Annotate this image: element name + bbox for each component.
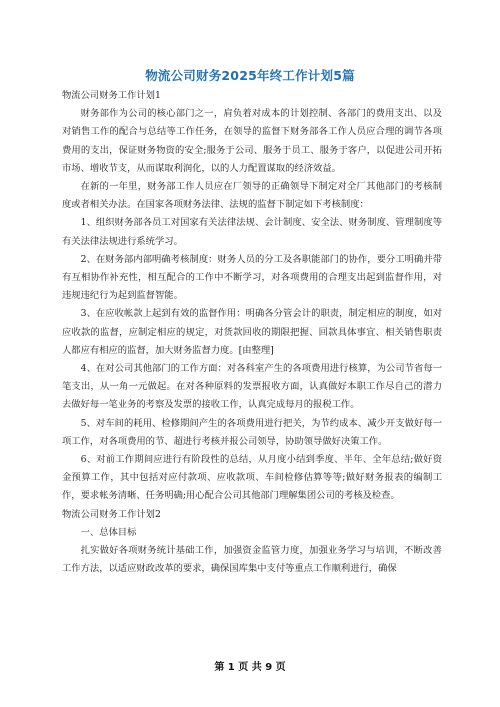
document-body [62, 87, 442, 578]
section-heading: 物流公司财务工作计划1 [62, 90, 161, 101]
page-number: 第 1 页 共 9 页 [214, 662, 286, 673]
paragraph: 4、在对公司其他部门的工作方面：对各科室产生的各项费用进行核算，为公司节省每一笔支出，从一角一元做起。在对各种原料的发票报收方面，认真做好本职工作尽自己的潜力去做好每一笔业务的考察及发票的接收工作，认真完成每月的报税工作。 [62, 363, 442, 411]
paragraph: 5、对车间的耗用、检修期间产生的各项费用进行把关，为节约成本、减少开支做好每一项工作，对各项费用的节、超进行考核并报公司领导，协助领导做好决策工作。 [62, 417, 442, 447]
section-heading: 物流公司财务工作计划2 [62, 508, 161, 520]
paragraph: 财务部作为公司的核心部门之一，肩负着对成本的计划控制、各部门的费用支出、以及对销售工作的配合与总结等工作任务，在领导的监督下财务部各工作人员应合理的调节各项费用的支出，保证财务物资的安全;服务于公司、服务于员工、服务于客户，以促进公司开拓市场、增收节支，从而谋取利润化，以的人力配置谋取的经济效益。 [62, 108, 442, 174]
paragraph: 在新的一年里，财务部工作人员应在厂领导的正确领导下制定对全厂其他部门的考核制度或者相关办法。在国家各项财务法律、法规的监督下制定如下考核制度： [62, 181, 442, 211]
document-title: 物流公司财务2025年终工作计划5篇 [145, 68, 355, 83]
paragraph: 2、在财务部内部明确考核制度：财务人员的分工及各职能部门的协作，要分工明确并带有互相协作补充性，相互配合的工作中不断学习，对各项费用的合理支出起到监督作用，对违规违纪行为起到监督智能。 [62, 253, 442, 302]
paragraph: 6、对前工作期间应进行有阶段性的总结，从月度小结到季度、半年、全年总结;做好资金预算工作，其中包括对应付款项、应收款项、车间检修估算等等;做好财务报表的编制工作，要求帐务清晰、任务明确;用心配合公司其他部门理解集团公司的考核及检查。 [62, 454, 442, 502]
paragraph: 1、组织财务部各员工对国家有关法律法规、会计制度、安全法、财务制度、管理制度等有关法律法规进行系统学习。 [62, 217, 442, 247]
paragraph: 扎实做好各项财务统计基础工作，加强资金监管力度，加强业务学习与培训，不断改善工作方法，以适应财政改革的要求，确保国库集中支付等重点工作顺利进行，确保 [62, 545, 442, 575]
paragraph: 一、总体目标 [80, 526, 137, 538]
paragraph: 3、在应收帐款上起到有效的监督作用：明确各分管会计的职责，制定相应的制度，如对应收款的监督，应制定相应的规定，对货款回收的期限把握、回款具体事宜、相关销售职责人都应有相应的监督，加大财务监督力度。[由整理] [62, 308, 442, 356]
